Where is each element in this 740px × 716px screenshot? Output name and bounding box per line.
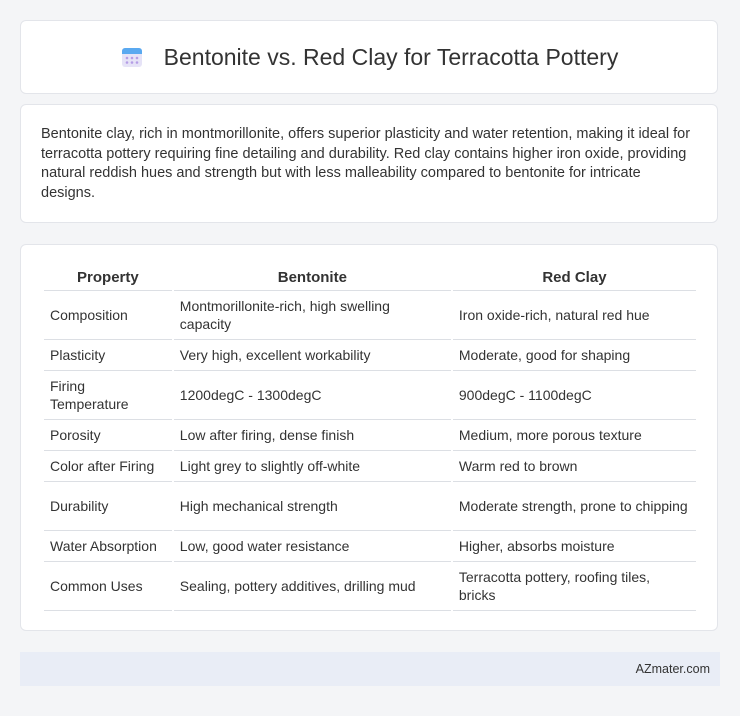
- cell-red-clay: Warm red to brown: [453, 451, 696, 482]
- cell-property: Common Uses: [44, 562, 172, 611]
- table-row: [44, 451, 696, 482]
- cell-property: Composition: [44, 291, 172, 340]
- header-card: [20, 20, 718, 94]
- calendar-icon: [120, 45, 144, 69]
- cell-red-clay: Medium, more porous texture: [453, 420, 696, 451]
- summary-card: [20, 104, 718, 223]
- table-row: [44, 420, 696, 451]
- table-row: [44, 562, 696, 611]
- summary-text: Bentonite clay, rich in montmorillonite, offers superior plasticity and water retention, making it ideal for terracotta pottery requiring fine detailing and durability. Red clay contains higher iron oxide, providing natural reddish hues and strength but with less malleability compared to bentonite for intricate designs.: [41, 126, 691, 201]
- cell-bentonite: Low, good water resistance: [174, 531, 451, 562]
- cell-bentonite: Low after firing, dense finish: [174, 420, 451, 451]
- footer: [20, 652, 720, 686]
- comparison-table: [42, 265, 698, 611]
- comparison-table-card: [20, 244, 718, 631]
- table-row: [44, 531, 696, 562]
- cell-property: Plasticity: [44, 340, 172, 371]
- table-row: [44, 340, 696, 371]
- header-bentonite: Bentonite: [174, 265, 451, 291]
- header-property: Property: [44, 265, 172, 291]
- cell-red-clay: 900degC - 1100degC: [453, 371, 696, 420]
- cell-bentonite: Light grey to slightly off-white: [174, 451, 451, 482]
- cell-bentonite: 1200degC - 1300degC: [174, 371, 451, 420]
- cell-bentonite: Very high, excellent workability: [174, 340, 451, 371]
- cell-property: Color after Firing: [44, 451, 172, 482]
- header: [120, 44, 619, 71]
- cell-property: Durability: [44, 482, 172, 531]
- table-row: [44, 291, 696, 340]
- cell-red-clay: Higher, absorbs moisture: [453, 531, 696, 562]
- cell-bentonite: High mechanical strength: [174, 482, 451, 531]
- cell-bentonite: Sealing, pottery additives, drilling mud: [174, 562, 451, 611]
- table-row: [44, 482, 696, 531]
- footer-brand: AZmater.com: [635, 662, 710, 676]
- cell-property: Firing Temperature: [44, 371, 172, 420]
- cell-red-clay: Terracotta pottery, roofing tiles, bricks: [453, 562, 696, 611]
- cell-property: Water Absorption: [44, 531, 172, 562]
- cell-red-clay: Moderate, good for shaping: [453, 340, 696, 371]
- table-row: [44, 371, 696, 420]
- cell-red-clay: Moderate strength, prone to chipping: [453, 482, 696, 531]
- cell-red-clay: Iron oxide-rich, natural red hue: [453, 291, 696, 340]
- page-title: Bentonite vs. Red Clay for Terracotta Pottery: [163, 43, 619, 70]
- cell-bentonite: Montmorillonite-rich, high swelling capacity: [174, 291, 451, 340]
- header-red-clay: Red Clay: [453, 265, 696, 291]
- cell-property: Porosity: [44, 420, 172, 451]
- table-header-row: [44, 265, 696, 291]
